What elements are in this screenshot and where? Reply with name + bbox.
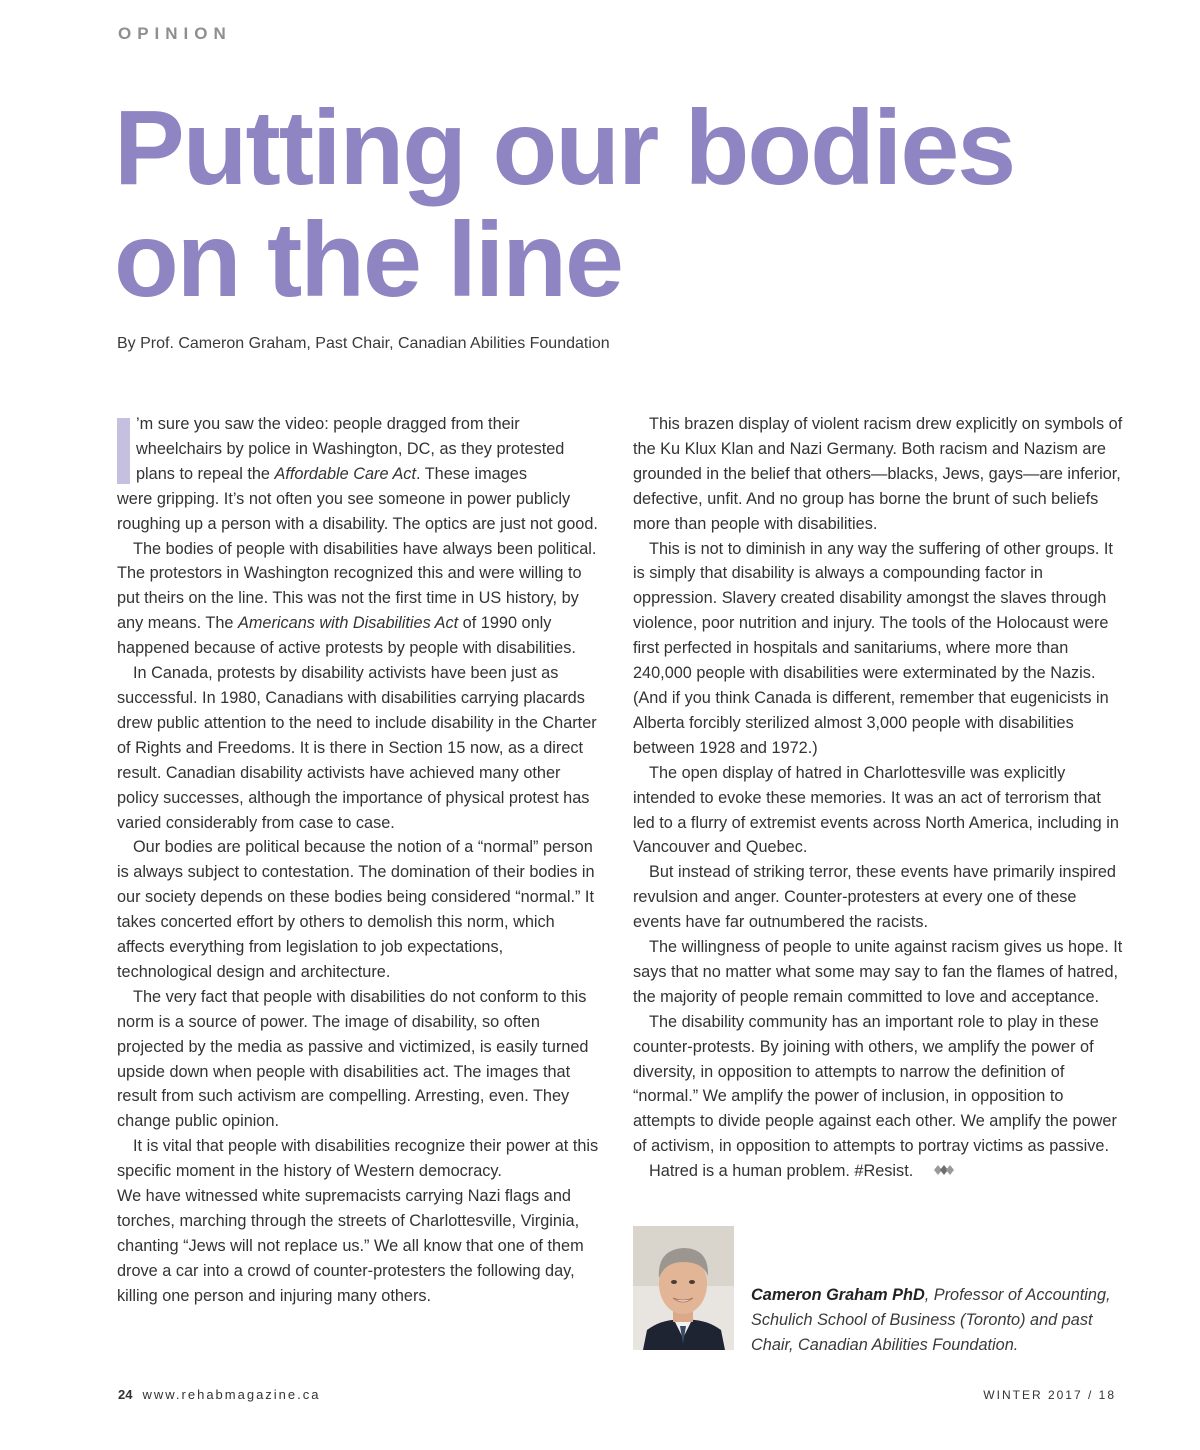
closing-text: Hatred is a human problem. #Resist. (649, 1162, 914, 1181)
dropcap-lines (117, 412, 599, 487)
text-run: The bodies of people with disabilities have always been political. The protestors in Washington recognized this and were willing to put theirs on the line. This was not the first time in US history, by any means. The (117, 539, 597, 633)
dropcap-line (136, 462, 599, 487)
headline-line-2: on the line (114, 201, 622, 319)
author-description: , Professor of Accounting, Schulich School of Business (Toronto) and past Chair, Canadian Abilities Foundation. (751, 1286, 1111, 1354)
left-column (117, 412, 599, 1309)
opening-paragraph (117, 412, 599, 487)
section-label: OPINION (118, 24, 232, 43)
body-paragraph: In Canada, protests by disability activists have been just as successful. In 1980, Canadians with disabilities carrying placards drew public attention to the need to include disability in the Charter of Rights and Freedoms. It is there in Section 15 now, as a direct result. Canadian disability activists have achieved many other policy successes, although the importance of physical protest has varied considerably from case to case. (117, 664, 597, 832)
body-paragraph: We have witnessed white supremacists carrying Nazi flags and torches, marching through the streets of Charlottesville, Virginia, chanting “Jews will not replace us.” We all know that one of them drove a car into a crowd of counter-protesters the following day, killing one person and injuring many others. (117, 1187, 584, 1305)
author-photo (633, 1226, 734, 1350)
body-paragraph: Our bodies are political because the notion of a “normal” person is always subject to contestation. The domination of their bodies in our society depends on these bodies being considered “normal.” It takes concerted effort by others to demolish this norm, which affects everything from legislation to job expectations, technological design and architecture. (117, 838, 595, 981)
body-paragraph: This brazen display of violent racism drew explicitly on symbols of the Ku Klux Klan and Nazi Germany. Both racism and Nazism are grounded in the belief that others—blacks, Jews, gays—are inferior, defective, unfit. And no group has borne the brunt of such beliefs more than people with disabilities. (633, 415, 1123, 533)
closing-paragraph (633, 1159, 1123, 1184)
body-paragraph: were gripping. It’s not often you see someone in power publicly roughing up a person with a disability. The optics are just not good. (117, 489, 598, 533)
issue-label: WINTER 2017 / 18 (983, 1388, 1116, 1402)
body-paragraph: The open display of hatred in Charlottesville was explicitly intended to evoke these memories. It was an act of terrorism that led to a flurry of extremist events across North America, including in Vancouver and Quebec. (633, 763, 1119, 857)
end-mark-icon (917, 1159, 955, 1184)
body-paragraph: This is not to diminish in any way the suffering of other groups. It is simply that disability is always a compounding factor in oppression. Slavery created disability amongst the slaves through violence, poor nutrition and injury. The tools of the Holocaust were first perfected in hospitals and sanitariums, where more than 240,000 people with disabilities were exterminated by the Nazis. (And if you think Canada is different, remember that eugenicists in Alberta forcibly sterilized almost 3,000 people with disabilities between 1928 and 1972.) (633, 539, 1113, 757)
dropcap-line: wheelchairs by police in Washington, DC, as they protested (136, 439, 565, 458)
article-headline (114, 89, 1114, 319)
text-run: . These images (415, 464, 527, 483)
body-paragraph: The very fact that people with disabilities do not conform to this norm is a source of power. The image of disability, so often projected by the media as passive and victimized, is easily turned upside down when people with disabilities act. The images that result from such activism are compelling. Arresting, even. They change public opinion. (117, 987, 589, 1131)
right-column (633, 412, 1123, 1184)
byline: By Prof. Cameron Graham, Past Chair, Canadian Abilities Foundation (117, 335, 610, 352)
text-run: plans to repeal the (136, 464, 275, 483)
body-paragraph: The disability community has an important role to play in these counter-protests. By joining with others, we amplify the power of diversity, in opposition to attempts to narrow the definition of “normal.” We amplify the power of inclusion, in opposition to attempts to divide people against each other. We amplify the power of activism, in opposition to attempts to portray victims as passive. (633, 1012, 1117, 1156)
dropcap-line: ’m sure you saw the video: people dragged from their (136, 415, 520, 433)
page-number: 24 (118, 1387, 133, 1402)
act-title: Americans with Disabilities Act (237, 614, 459, 633)
dropcap-bar (117, 418, 130, 484)
author-bio (751, 1283, 1121, 1358)
text-run: of 1990 only happened because of active protests by people with disabilities. (117, 614, 576, 658)
footer-left (118, 1387, 321, 1402)
website-link[interactable]: www.rehabmagazine.ca (142, 1387, 321, 1402)
body-paragraph (117, 537, 599, 662)
act-title: Affordable Care Act (274, 464, 416, 483)
headline-line-1: Putting our bodies (114, 89, 1015, 207)
author-name: Cameron Graham PhD (751, 1286, 925, 1304)
body-paragraph: It is vital that people with disabilities recognize their power at this specific moment in the history of Western democracy. (117, 1137, 599, 1181)
body-paragraph: But instead of striking terror, these events have primarily inspired revulsion and anger. Counter-protesters at every one of these events have far outnumbered the racists. (633, 863, 1116, 932)
body-paragraph: The willingness of people to unite against racism gives us hope. It says that no matter what some may say to fan the flames of hatred, the majority of people remain committed to love and acceptance. (633, 938, 1123, 1006)
